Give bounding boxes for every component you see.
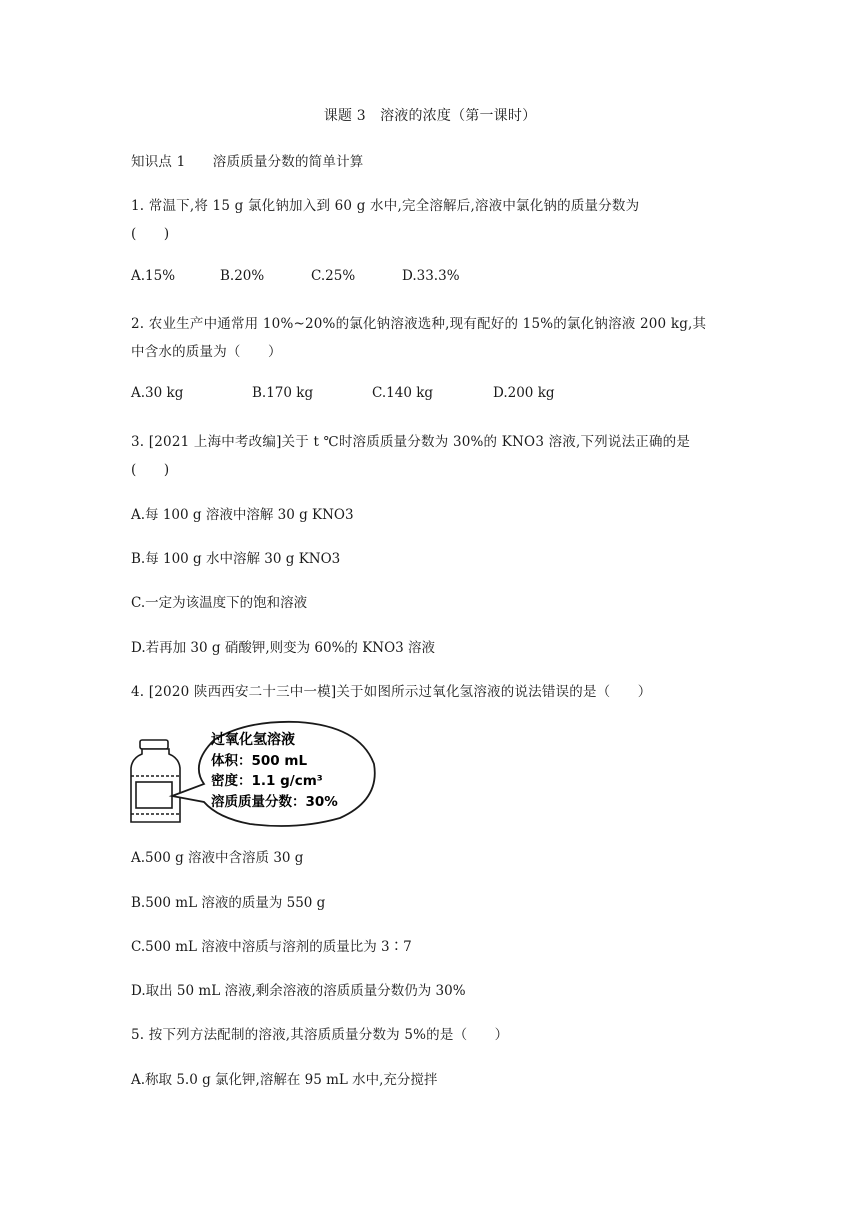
question-3-stem: 3. [2021 上海中考改编]关于 t ℃时溶质质量分数为 30%的 KNO3 溶液,下列说法正确的是 [131, 434, 691, 450]
question-3-blank: ( ) [131, 462, 170, 478]
question-1-option-b: B.20% [220, 268, 265, 284]
question-1-blank: ( ) [131, 226, 170, 242]
question-4-option-d: D.取出 50 mL 溶液,剩余溶液的溶质质量分数仍为 30% [131, 983, 466, 999]
question-3-option-a: A.每 100 g 溶液中溶解 30 g KNO3 [131, 507, 354, 523]
question-1-option-a: A.15% [131, 268, 176, 284]
question-5-option-a: A.称取 5.0 g 氯化钾,溶解在 95 mL 水中,充分搅拌 [131, 1072, 438, 1088]
question-3-option-d: D.若再加 30 g 硝酸钾,则变为 60%的 KNO3 溶液 [131, 640, 436, 656]
question-1-option-d: D.33.3% [402, 268, 460, 284]
label-volume: 体积：500 mL [211, 753, 308, 769]
question-4-option-c: C.500 mL 溶液中溶质与溶剂的质量比为 3∶7 [131, 939, 412, 955]
question-3-option-c: C.一定为该温度下的饱和溶液 [131, 595, 308, 611]
label-density: 密度：1.1 g/cm³ [211, 773, 323, 789]
page-title: 课题 3 溶液的浓度（第一课时） [323, 108, 537, 124]
label-name: 过氧化氢溶液 [211, 732, 295, 748]
question-4-option-a: A.500 g 溶液中含溶质 30 g [131, 850, 304, 866]
question-1-stem: 1. 常温下,将 15 g 氯化钠加入到 60 g 水中,完全溶解后,溶液中氯化钠的质量分数为 [131, 198, 640, 214]
hydrogen-peroxide-bottle-figure [128, 718, 380, 828]
section-heading: 知识点 1 溶质质量分数的简单计算 [131, 154, 364, 170]
question-2-option-b: B.170 kg [252, 385, 314, 401]
question-4-option-b: B.500 mL 溶液的质量为 550 g [131, 895, 326, 911]
question-2-option-a: A.30 kg [131, 385, 184, 401]
question-3-option-b: B.每 100 g 水中溶解 30 g KNO3 [131, 551, 341, 567]
question-2-stem: 2. 农业生产中通常用 10%~20%的氯化钠溶液选种,现有配好的 15%的氯化钠溶液 200 kg,其 [131, 316, 707, 332]
question-2-option-d: D.200 kg [493, 385, 555, 401]
label-fraction: 溶质质量分数：30% [211, 794, 338, 810]
question-5-stem: 5. 按下列方法配制的溶液,其溶质质量分数为 5%的是（ ） [131, 1027, 509, 1043]
question-1-option-c: C.25% [311, 268, 356, 284]
question-2-stem-cont: 中含水的质量为（ ） [131, 344, 282, 360]
question-2-option-c: C.140 kg [372, 385, 434, 401]
question-4-stem: 4. [2020 陕西西安二十三中一模]关于如图所示过氧化氢溶液的说法错误的是（ ） [131, 684, 652, 700]
bottle-icon [131, 740, 180, 822]
